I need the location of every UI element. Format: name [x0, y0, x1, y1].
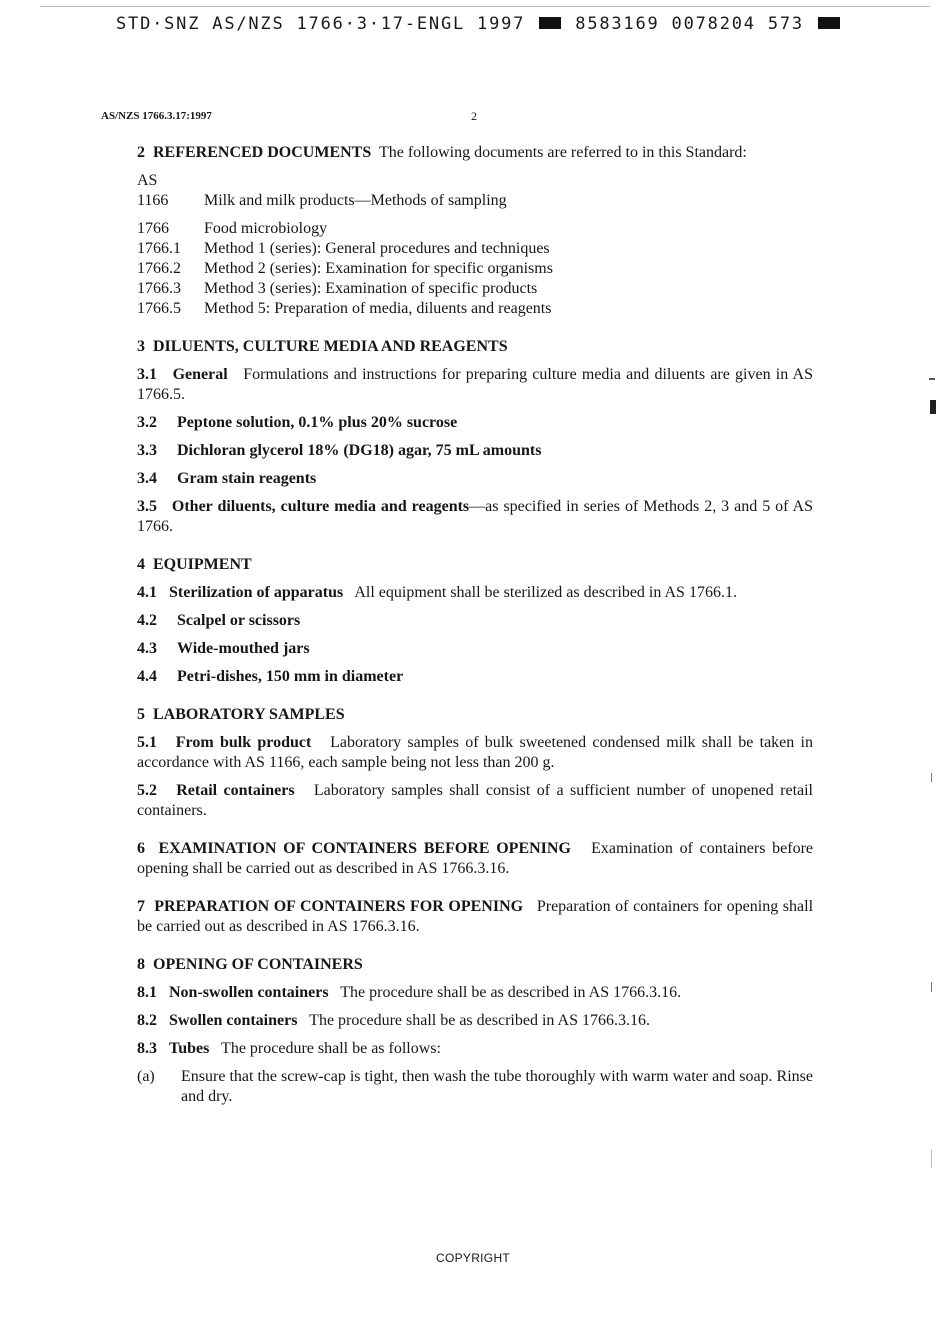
section-number: 8 — [137, 956, 145, 973]
section-6 — [137, 839, 813, 879]
doc-title: Method 5: Preparation of media, diluents and reagents — [204, 300, 552, 317]
clause-number: 8.2 — [137, 1012, 157, 1029]
doc-title: Method 2 (series): Examination for specific organisms — [204, 260, 553, 277]
clause-8-2 — [137, 1011, 813, 1031]
doc-row — [137, 259, 813, 279]
section-text: The following documents are referred to in this Standard: — [378, 144, 747, 161]
clause-4-1 — [137, 583, 813, 603]
stamp-block — [539, 17, 561, 29]
doc-number: 1766.2 — [137, 260, 181, 277]
list-item — [137, 1067, 813, 1107]
clause-number: 4.2 — [137, 612, 157, 629]
clause-number: 3.1 — [137, 366, 157, 383]
clause-number: 3.2 — [137, 414, 157, 431]
section-title: EQUIPMENT — [153, 556, 252, 573]
section-number: 4 — [137, 556, 145, 573]
doc-title: Food microbiology — [204, 220, 328, 237]
clause-title: Other diluents, culture media and reagents — [171, 498, 470, 515]
page-number: 2 — [471, 109, 477, 123]
clause-title: Non-swollen containers — [169, 984, 329, 1001]
clause-3-2 — [137, 413, 813, 433]
doc-row — [137, 219, 813, 239]
doc-number: 1766 — [137, 220, 169, 237]
clause-title: Petri-dishes, 150 mm in diameter — [177, 668, 404, 685]
clause-text: Laboratory samples shall consist of a sufficient number of unopened retail containers. — [137, 782, 814, 819]
scan-mark — [930, 400, 936, 414]
doc-number: 1766.1 — [137, 240, 181, 257]
scan-mark — [931, 773, 932, 782]
clause-4-4 — [137, 667, 813, 687]
section-title: EXAMINATION OF CONTAINERS BEFORE OPENING — [158, 840, 571, 857]
running-head: AS/NZS 1766.3.17:1997 — [101, 110, 212, 122]
stamp-code: 8583169 0078204 573 — [575, 14, 804, 34]
section-number: 6 — [137, 840, 145, 857]
list-item-label: (a) — [137, 1068, 155, 1085]
clause-text: The procedure shall be as described in AS 1766.3.16. — [340, 984, 682, 1001]
clause-title: Tubes — [169, 1040, 210, 1057]
doc-row — [137, 239, 813, 259]
clause-title: Retail containers — [176, 782, 295, 799]
doc-row — [137, 279, 813, 299]
section-4-heading — [137, 555, 813, 575]
clause-text: Formulations and instructions for preparing culture media and diluents are given in AS 1766.5. — [137, 366, 813, 403]
section-title: REFERENCED DOCUMENTS — [153, 144, 372, 161]
copyright-footer: COPYRIGHT — [436, 1251, 511, 1265]
clause-3-3 — [137, 441, 813, 461]
clause-3-5 — [137, 497, 813, 537]
clause-5-2 — [137, 781, 813, 821]
clause-text: —as specified in series of Methods 2, 3 and 5 of AS 1766. — [137, 498, 814, 535]
clause-text: Laboratory samples of bulk sweetened condensed milk shall be taken in accordance with AS 1166, each sample being not less than 200 g. — [137, 734, 813, 771]
doc-number: 1766.3 — [137, 280, 181, 297]
clause-number: 4.3 — [137, 640, 157, 657]
clause-number: 8.1 — [137, 984, 157, 1001]
clause-4-3 — [137, 639, 813, 659]
section-text: Preparation of containers for opening shall be carried out as described in AS 1766.3.16. — [137, 898, 814, 935]
clause-text: The procedure shall be as follows: — [221, 1040, 441, 1057]
section-8-heading — [137, 955, 813, 975]
section-7 — [137, 897, 813, 937]
clause-title: Gram stain reagents — [177, 470, 317, 487]
as-label: AS — [137, 172, 158, 189]
clause-title: Peptone solution, 0.1% plus 20% sucrose — [177, 414, 458, 431]
scan-top-rule — [40, 6, 930, 7]
clause-8-1 — [137, 983, 813, 1003]
doc-number: 1166 — [137, 192, 169, 209]
clause-title: Scalpel or scissors — [177, 612, 301, 629]
document-stamp — [116, 14, 842, 34]
clause-4-2 — [137, 611, 813, 631]
clause-title: General — [172, 366, 228, 383]
clause-3-1 — [137, 365, 813, 405]
section-title: DILUENTS, CULTURE MEDIA AND REAGENTS — [153, 338, 508, 355]
doc-row — [137, 299, 813, 319]
clause-number: 3.3 — [137, 442, 157, 459]
clause-5-1 — [137, 733, 813, 773]
stamp-block — [818, 17, 840, 29]
section-text: Examination of containers before opening shall be carried out as described in AS 1766.3.16. — [137, 840, 814, 877]
clause-number: 5.2 — [137, 782, 157, 799]
clause-title: Dichloran glycerol 18% (DG18) agar, 75 mL amounts — [177, 442, 542, 459]
clause-3-4 — [137, 469, 813, 489]
section-5-heading — [137, 705, 813, 725]
section-number: 7 — [137, 898, 145, 915]
section-3-heading — [137, 337, 813, 357]
clause-8-3 — [137, 1039, 813, 1059]
clause-title: From bulk product — [175, 734, 312, 751]
section-title: PREPARATION OF CONTAINERS FOR OPENING — [154, 898, 524, 915]
scan-mark — [931, 1150, 932, 1168]
clause-number: 8.3 — [137, 1040, 157, 1057]
clause-text: All equipment shall be sterilized as described in AS 1766.1. — [354, 584, 737, 601]
section-number: 5 — [137, 706, 145, 723]
doc-title: Method 1 (series): General procedures and techniques — [204, 240, 550, 257]
section-title: OPENING OF CONTAINERS — [153, 956, 363, 973]
scan-mark — [929, 378, 935, 380]
section-number: 3 — [137, 338, 145, 355]
list-item-text: Ensure that the screw-cap is tight, then wash the tube thoroughly with warm water and soap. Rinse and dry. — [181, 1068, 813, 1105]
doc-row — [137, 191, 813, 211]
section-2 — [137, 143, 813, 163]
clause-title: Sterilization of apparatus — [169, 584, 344, 601]
scan-mark — [931, 982, 932, 992]
doc-number: 1766.5 — [137, 300, 181, 317]
stamp-text: STD·SNZ AS/NZS 1766·3·17-ENGL 1997 — [116, 14, 526, 34]
clause-title: Wide-mouthed jars — [177, 640, 310, 657]
section-number: 2 — [137, 144, 145, 161]
clause-number: 3.4 — [137, 470, 157, 487]
clause-number: 4.1 — [137, 584, 157, 601]
clause-number: 5.1 — [137, 734, 157, 751]
doc-title: Method 3 (series): Examination of specific products — [204, 280, 538, 297]
clause-number: 4.4 — [137, 668, 157, 685]
clause-number: 3.5 — [137, 498, 157, 515]
page-body — [137, 143, 813, 1107]
clause-text: The procedure shall be as described in AS 1766.3.16. — [309, 1012, 650, 1029]
clause-title: Swollen containers — [169, 1012, 298, 1029]
doc-title: Milk and milk products—Methods of sampling — [204, 192, 507, 209]
section-title: LABORATORY SAMPLES — [153, 706, 345, 723]
